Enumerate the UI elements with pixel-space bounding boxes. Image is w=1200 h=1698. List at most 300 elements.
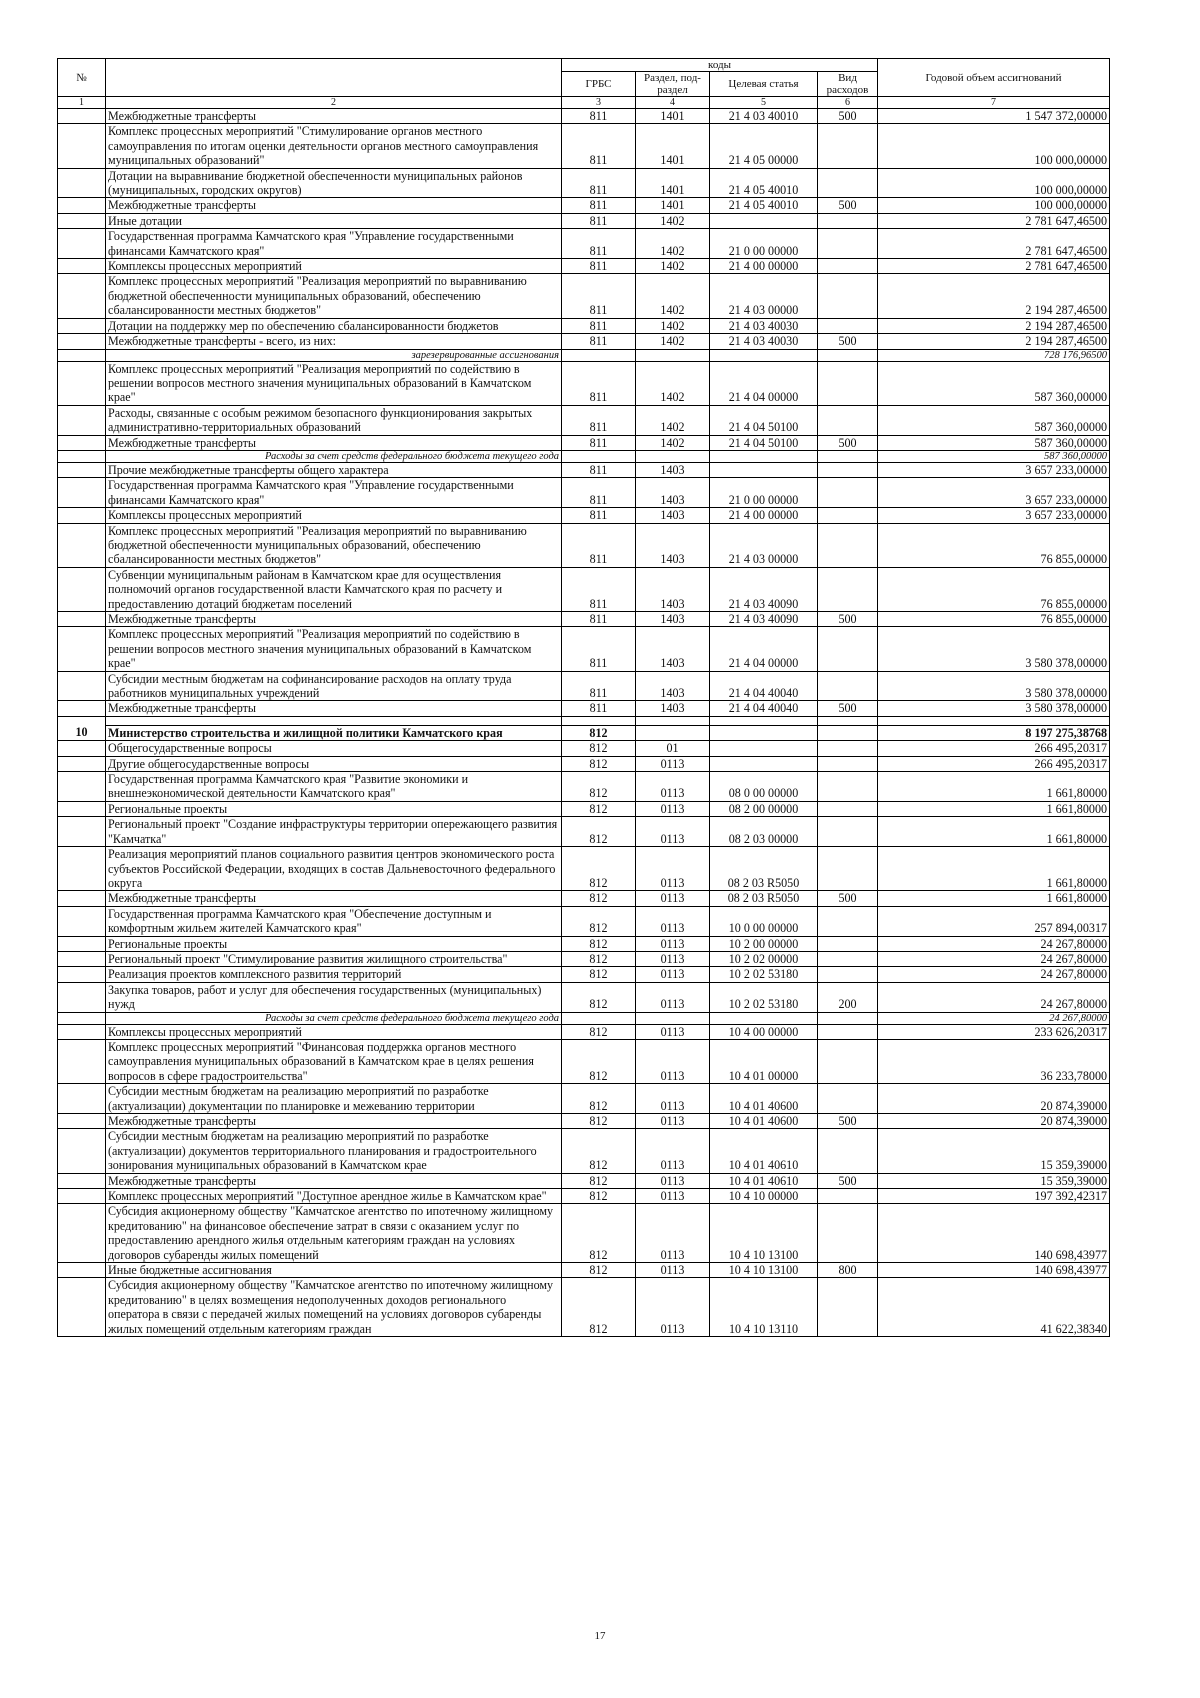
table-row — [58, 671, 1110, 701]
table-row — [58, 435, 1110, 450]
row-target: 08 2 03 R5050 — [710, 891, 818, 906]
row-number — [58, 567, 106, 611]
col-number: 1 — [58, 97, 106, 109]
row-target — [710, 450, 818, 462]
row-amount: 1 661,80000 — [878, 801, 1110, 816]
row-name: Субсидии местным бюджетам на реализацию мероприятий по разработке (актуализации) документов территориального планирования и градостроительного зонирования муниципальных образований в Камчатском крае — [106, 1129, 562, 1173]
row-grbs: 812 — [562, 1263, 636, 1278]
subnote-row — [58, 349, 1110, 361]
row-target: 10 4 01 40610 — [710, 1173, 818, 1188]
row-section: 0113 — [636, 847, 710, 891]
row-grbs: 811 — [562, 671, 636, 701]
table-row — [58, 1204, 1110, 1263]
row-grbs: 811 — [562, 229, 636, 259]
row-amount: 76 855,00000 — [878, 523, 1110, 567]
row-grbs: 811 — [562, 567, 636, 611]
row-type — [818, 523, 878, 567]
row-grbs: 812 — [562, 1039, 636, 1083]
row-grbs: 812 — [562, 936, 636, 951]
row-amount: 100 000,00000 — [878, 168, 1110, 198]
row-name: Комплексы процессных мероприятий — [106, 508, 562, 523]
row-number — [58, 450, 106, 462]
row-number — [58, 124, 106, 168]
row-amount: 140 698,43977 — [878, 1263, 1110, 1278]
row-section — [636, 725, 710, 740]
row-name: Государственная программа Камчатского края "Развитие экономики и внешнеэкономической деятельности Камчатского края" — [106, 772, 562, 802]
row-amount: 24 267,80000 — [878, 936, 1110, 951]
table-row — [58, 405, 1110, 435]
row-name: Субсидии местным бюджетам на реализацию мероприятий по разработке (актуализации) документации по планировке и межеванию территории — [106, 1084, 562, 1114]
row-amount: 140 698,43977 — [878, 1204, 1110, 1263]
table-row — [58, 229, 1110, 259]
row-target — [710, 756, 818, 771]
row-grbs: 812 — [562, 891, 636, 906]
row-grbs — [562, 349, 636, 361]
row-amount: 3 580 378,00000 — [878, 671, 1110, 701]
row-section: 0113 — [636, 1278, 710, 1337]
col-number: 6 — [818, 97, 878, 109]
row-amount: 76 855,00000 — [878, 612, 1110, 627]
row-grbs: 812 — [562, 1129, 636, 1173]
row-section: 0113 — [636, 1263, 710, 1278]
row-section: 0113 — [636, 1039, 710, 1083]
row-name: Межбюджетные трансферты — [106, 109, 562, 124]
column-numbers-row — [58, 97, 1110, 109]
spacer-row — [58, 716, 1110, 725]
row-amount: 587 360,00000 — [878, 405, 1110, 435]
row-section — [636, 450, 710, 462]
table-body — [58, 109, 1110, 1337]
row-target: 21 4 03 00000 — [710, 523, 818, 567]
row-amount: 2 781 647,46500 — [878, 229, 1110, 259]
row-target: 21 4 05 00000 — [710, 124, 818, 168]
row-section: 1402 — [636, 274, 710, 318]
row-type: 500 — [818, 701, 878, 716]
row-type — [818, 772, 878, 802]
row-name: Межбюджетные трансферты — [106, 1114, 562, 1129]
row-amount: 2 194 287,46500 — [878, 274, 1110, 318]
row-grbs: 812 — [562, 1173, 636, 1188]
table-row — [58, 741, 1110, 756]
row-section: 1403 — [636, 612, 710, 627]
row-grbs: 811 — [562, 274, 636, 318]
row-number — [58, 671, 106, 701]
table-row — [58, 1129, 1110, 1173]
row-grbs: 812 — [562, 1204, 636, 1263]
row-type — [818, 168, 878, 198]
row-amount: 233 626,20317 — [878, 1024, 1110, 1039]
spacer-cell — [636, 716, 710, 725]
row-grbs — [562, 1012, 636, 1024]
row-number — [58, 1129, 106, 1173]
row-amount: 15 359,39000 — [878, 1173, 1110, 1188]
row-name: Расходы за счет средств федерального бюджета текущего года — [106, 450, 562, 462]
row-number — [58, 405, 106, 435]
row-grbs: 811 — [562, 627, 636, 671]
row-name: Дотации на поддержку мер по обеспечению сбалансированности бюджетов — [106, 318, 562, 333]
row-section: 0113 — [636, 982, 710, 1012]
row-type — [818, 1039, 878, 1083]
row-section: 1401 — [636, 109, 710, 124]
row-name: Межбюджетные трансферты — [106, 612, 562, 627]
row-number — [58, 1263, 106, 1278]
row-amount: 2 781 647,46500 — [878, 213, 1110, 228]
row-number — [58, 1204, 106, 1263]
row-section: 0113 — [636, 1084, 710, 1114]
row-grbs: 811 — [562, 334, 636, 349]
row-name: Межбюджетные трансферты — [106, 701, 562, 716]
row-target: 21 4 03 40010 — [710, 109, 818, 124]
row-section: 0113 — [636, 936, 710, 951]
table-row — [58, 906, 1110, 936]
row-grbs: 812 — [562, 741, 636, 756]
row-target: 21 4 03 40030 — [710, 334, 818, 349]
row-amount: 15 359,39000 — [878, 1129, 1110, 1173]
row-type — [818, 478, 878, 508]
table-row — [58, 523, 1110, 567]
table-row — [58, 274, 1110, 318]
row-type — [818, 817, 878, 847]
row-target: 10 4 00 00000 — [710, 1024, 818, 1039]
row-amount: 587 360,00000 — [878, 361, 1110, 405]
row-target: 10 4 10 13110 — [710, 1278, 818, 1337]
row-section: 1402 — [636, 405, 710, 435]
row-number — [58, 847, 106, 891]
row-target: 10 4 01 40600 — [710, 1084, 818, 1114]
row-grbs: 811 — [562, 318, 636, 333]
row-type: 500 — [818, 198, 878, 213]
row-grbs: 812 — [562, 756, 636, 771]
row-grbs: 811 — [562, 168, 636, 198]
row-section: 0113 — [636, 1189, 710, 1204]
row-number — [58, 523, 106, 567]
row-amount: 76 855,00000 — [878, 567, 1110, 611]
row-type — [818, 1204, 878, 1263]
row-name: Расходы за счет средств федерального бюджета текущего года — [106, 1012, 562, 1024]
row-target: 10 2 02 00000 — [710, 951, 818, 966]
row-target — [710, 462, 818, 477]
row-type: 500 — [818, 612, 878, 627]
row-type — [818, 1129, 878, 1173]
row-section: 0113 — [636, 1024, 710, 1039]
spacer-cell — [818, 716, 878, 725]
row-name: Иные дотации — [106, 213, 562, 228]
col-number: 4 — [636, 97, 710, 109]
row-number — [58, 756, 106, 771]
row-type — [818, 906, 878, 936]
row-amount: 728 176,96500 — [878, 349, 1110, 361]
row-target: 21 0 00 00000 — [710, 229, 818, 259]
row-name: Комплексы процессных мероприятий — [106, 259, 562, 274]
header-name — [106, 59, 562, 97]
row-target: 10 4 10 00000 — [710, 1189, 818, 1204]
row-section: 0113 — [636, 756, 710, 771]
row-number — [58, 109, 106, 124]
row-amount: 100 000,00000 — [878, 124, 1110, 168]
row-target: 21 4 04 00000 — [710, 627, 818, 671]
row-target: 08 2 03 00000 — [710, 817, 818, 847]
table-row — [58, 478, 1110, 508]
row-number — [58, 1173, 106, 1188]
row-name: Комплекс процессных мероприятий "Реализация мероприятий по содействию в решении вопросов местного значения муниципальных образований в Камчатском крае" — [106, 361, 562, 405]
row-name: Субсидия акционерному обществу "Камчатское агентство по ипотечному жилищному кредитованию" в целях возмещения недополученных доходов регионального оператора в связи с передачей жилых помещений на условиях договоров субаренды жилых помещений отдельным категориям граждан — [106, 1278, 562, 1337]
row-amount: 24 267,80000 — [878, 1012, 1110, 1024]
row-target: 21 4 03 40090 — [710, 567, 818, 611]
row-section: 1402 — [636, 229, 710, 259]
row-type — [818, 847, 878, 891]
table-row — [58, 1114, 1110, 1129]
row-target: 10 4 01 40610 — [710, 1129, 818, 1173]
row-section: 1401 — [636, 124, 710, 168]
row-grbs: 811 — [562, 508, 636, 523]
table-row — [58, 1278, 1110, 1337]
row-target: 21 0 00 00000 — [710, 478, 818, 508]
row-name: зарезервированные ассигнования — [106, 349, 562, 361]
row-section: 0113 — [636, 1129, 710, 1173]
row-name: Закупка товаров, работ и услуг для обеспечения государственных (муниципальных) нужд — [106, 982, 562, 1012]
row-name: Комплекс процессных мероприятий "Реализация мероприятий по выравниванию бюджетной обеспеченности муниципальных образований, обеспечению сбалансированности местных бюджетов" — [106, 274, 562, 318]
row-section: 0113 — [636, 967, 710, 982]
row-type — [818, 725, 878, 740]
table-row — [58, 982, 1110, 1012]
table-row — [58, 334, 1110, 349]
row-amount: 3 657 233,00000 — [878, 478, 1110, 508]
page-number: 17 — [594, 1630, 606, 1642]
row-type — [818, 627, 878, 671]
row-section: 1402 — [636, 361, 710, 405]
row-number — [58, 478, 106, 508]
row-target: 10 4 10 13100 — [710, 1204, 818, 1263]
row-type — [818, 213, 878, 228]
row-number — [58, 1114, 106, 1129]
subnote-row — [58, 1012, 1110, 1024]
row-grbs: 812 — [562, 725, 636, 740]
row-amount: 2 194 287,46500 — [878, 334, 1110, 349]
row-target: 08 0 00 00000 — [710, 772, 818, 802]
row-name: Региональные проекты — [106, 936, 562, 951]
row-number — [58, 627, 106, 671]
row-grbs: 812 — [562, 982, 636, 1012]
row-name: Региональный проект "Стимулирование развития жилищного строительства" — [106, 951, 562, 966]
row-target: 10 0 00 00000 — [710, 906, 818, 936]
row-grbs: 812 — [562, 951, 636, 966]
row-target — [710, 1012, 818, 1024]
row-section: 0113 — [636, 817, 710, 847]
row-type: 500 — [818, 334, 878, 349]
table-row — [58, 612, 1110, 627]
row-amount: 266 495,20317 — [878, 741, 1110, 756]
table-row — [58, 847, 1110, 891]
table-row — [58, 1084, 1110, 1114]
row-target: 10 4 01 00000 — [710, 1039, 818, 1083]
row-number — [58, 198, 106, 213]
row-type — [818, 801, 878, 816]
row-grbs: 812 — [562, 1114, 636, 1129]
row-name: Межбюджетные трансферты — [106, 891, 562, 906]
row-target: 10 2 00 00000 — [710, 936, 818, 951]
row-name: Расходы, связанные с особым режимом безопасного функционирования закрытых административно-территориальных образований — [106, 405, 562, 435]
row-section: 0113 — [636, 801, 710, 816]
table-row — [58, 817, 1110, 847]
row-number — [58, 1024, 106, 1039]
row-target: 21 4 04 40040 — [710, 671, 818, 701]
row-amount: 257 894,00317 — [878, 906, 1110, 936]
table-row — [58, 725, 1110, 740]
table-row — [58, 213, 1110, 228]
row-grbs: 811 — [562, 701, 636, 716]
table-row — [58, 318, 1110, 333]
row-grbs: 812 — [562, 772, 636, 802]
row-section: 0113 — [636, 1204, 710, 1263]
row-number — [58, 349, 106, 361]
row-grbs — [562, 450, 636, 462]
row-type — [818, 318, 878, 333]
row-target: 21 4 04 00000 — [710, 361, 818, 405]
table-row — [58, 1024, 1110, 1039]
row-amount: 1 661,80000 — [878, 772, 1110, 802]
table-row — [58, 508, 1110, 523]
table-row — [58, 168, 1110, 198]
row-type — [818, 274, 878, 318]
row-section: 0113 — [636, 1114, 710, 1129]
row-section: 0113 — [636, 1173, 710, 1188]
row-target: 21 4 00 00000 — [710, 508, 818, 523]
row-section: 0113 — [636, 951, 710, 966]
row-name: Прочие межбюджетные трансферты общего характера — [106, 462, 562, 477]
row-type — [818, 405, 878, 435]
row-amount: 3 657 233,00000 — [878, 462, 1110, 477]
row-type: 200 — [818, 982, 878, 1012]
row-number — [58, 168, 106, 198]
row-amount: 1 661,80000 — [878, 817, 1110, 847]
row-grbs: 812 — [562, 801, 636, 816]
table-row — [58, 772, 1110, 802]
header-grbs: ГРБС — [562, 72, 636, 97]
row-amount: 3 580 378,00000 — [878, 701, 1110, 716]
row-amount: 1 661,80000 — [878, 891, 1110, 906]
col-number: 2 — [106, 97, 562, 109]
row-section — [636, 1012, 710, 1024]
row-amount: 1 661,80000 — [878, 847, 1110, 891]
row-type — [818, 967, 878, 982]
row-amount: 24 267,80000 — [878, 967, 1110, 982]
row-number — [58, 259, 106, 274]
row-amount: 100 000,00000 — [878, 198, 1110, 213]
row-section: 01 — [636, 741, 710, 756]
row-name: Комплекс процессных мероприятий "Стимулирование органов местного самоуправления по итогам оценки деятельности органов местного самоуправления муниципальных образований" — [106, 124, 562, 168]
row-grbs: 812 — [562, 967, 636, 982]
row-amount: 197 392,42317 — [878, 1189, 1110, 1204]
row-section: 1402 — [636, 213, 710, 228]
row-section: 1401 — [636, 168, 710, 198]
row-target — [710, 725, 818, 740]
row-grbs: 812 — [562, 1278, 636, 1337]
row-number — [58, 701, 106, 716]
row-grbs: 811 — [562, 612, 636, 627]
row-amount: 24 267,80000 — [878, 982, 1110, 1012]
row-target: 21 4 04 50100 — [710, 435, 818, 450]
row-amount: 1 547 372,00000 — [878, 109, 1110, 124]
row-grbs: 812 — [562, 1084, 636, 1114]
row-name: Региональный проект "Создание инфраструктуры территории опережающего развития "Камчатка" — [106, 817, 562, 847]
spacer-cell — [58, 716, 106, 725]
row-grbs: 812 — [562, 817, 636, 847]
row-number — [58, 936, 106, 951]
table-row — [58, 891, 1110, 906]
row-amount: 41 622,38340 — [878, 1278, 1110, 1337]
row-grbs: 812 — [562, 1024, 636, 1039]
row-type — [818, 508, 878, 523]
row-name: Комплексы процессных мероприятий — [106, 1024, 562, 1039]
row-amount: 266 495,20317 — [878, 756, 1110, 771]
subnote-row — [58, 450, 1110, 462]
table-header — [58, 59, 1110, 109]
row-number — [58, 508, 106, 523]
row-amount: 2 194 287,46500 — [878, 318, 1110, 333]
table-row — [58, 567, 1110, 611]
row-name: Региональные проекты — [106, 801, 562, 816]
row-section: 1402 — [636, 318, 710, 333]
row-type — [818, 756, 878, 771]
row-name: Межбюджетные трансферты — [106, 435, 562, 450]
row-amount: 587 360,00000 — [878, 450, 1110, 462]
row-section: 1403 — [636, 671, 710, 701]
row-amount: 36 233,78000 — [878, 1039, 1110, 1083]
row-target: 21 4 00 00000 — [710, 259, 818, 274]
row-target: 21 4 05 40010 — [710, 168, 818, 198]
row-number — [58, 361, 106, 405]
row-amount: 24 267,80000 — [878, 951, 1110, 966]
row-grbs: 811 — [562, 361, 636, 405]
row-type — [818, 1024, 878, 1039]
spacer-cell — [710, 716, 818, 725]
budget-table — [57, 58, 1110, 1337]
row-section: 1402 — [636, 259, 710, 274]
row-section: 0113 — [636, 906, 710, 936]
row-amount: 20 874,39000 — [878, 1084, 1110, 1114]
row-section: 1403 — [636, 701, 710, 716]
row-section: 1403 — [636, 523, 710, 567]
row-number — [58, 213, 106, 228]
table-row — [58, 124, 1110, 168]
row-target: 08 2 03 R5050 — [710, 847, 818, 891]
row-number — [58, 274, 106, 318]
table-row — [58, 801, 1110, 816]
row-number: 10 — [58, 725, 106, 740]
row-number — [58, 1084, 106, 1114]
row-type — [818, 741, 878, 756]
row-target: 10 4 10 13100 — [710, 1263, 818, 1278]
row-name: Дотации на выравнивание бюджетной обеспеченности муниципальных районов (муниципальных, городских округов) — [106, 168, 562, 198]
row-section: 1402 — [636, 334, 710, 349]
row-section: 1403 — [636, 462, 710, 477]
row-number — [58, 1012, 106, 1024]
row-type: 500 — [818, 1114, 878, 1129]
row-number — [58, 612, 106, 627]
row-number — [58, 1189, 106, 1204]
row-number — [58, 334, 106, 349]
row-number — [58, 801, 106, 816]
row-target: 10 2 02 53180 — [710, 967, 818, 982]
row-grbs: 811 — [562, 462, 636, 477]
row-target: 10 2 02 53180 — [710, 982, 818, 1012]
row-number — [58, 462, 106, 477]
row-type — [818, 951, 878, 966]
row-section: 0113 — [636, 772, 710, 802]
row-type — [818, 450, 878, 462]
row-target: 21 4 04 40040 — [710, 701, 818, 716]
table-row — [58, 756, 1110, 771]
